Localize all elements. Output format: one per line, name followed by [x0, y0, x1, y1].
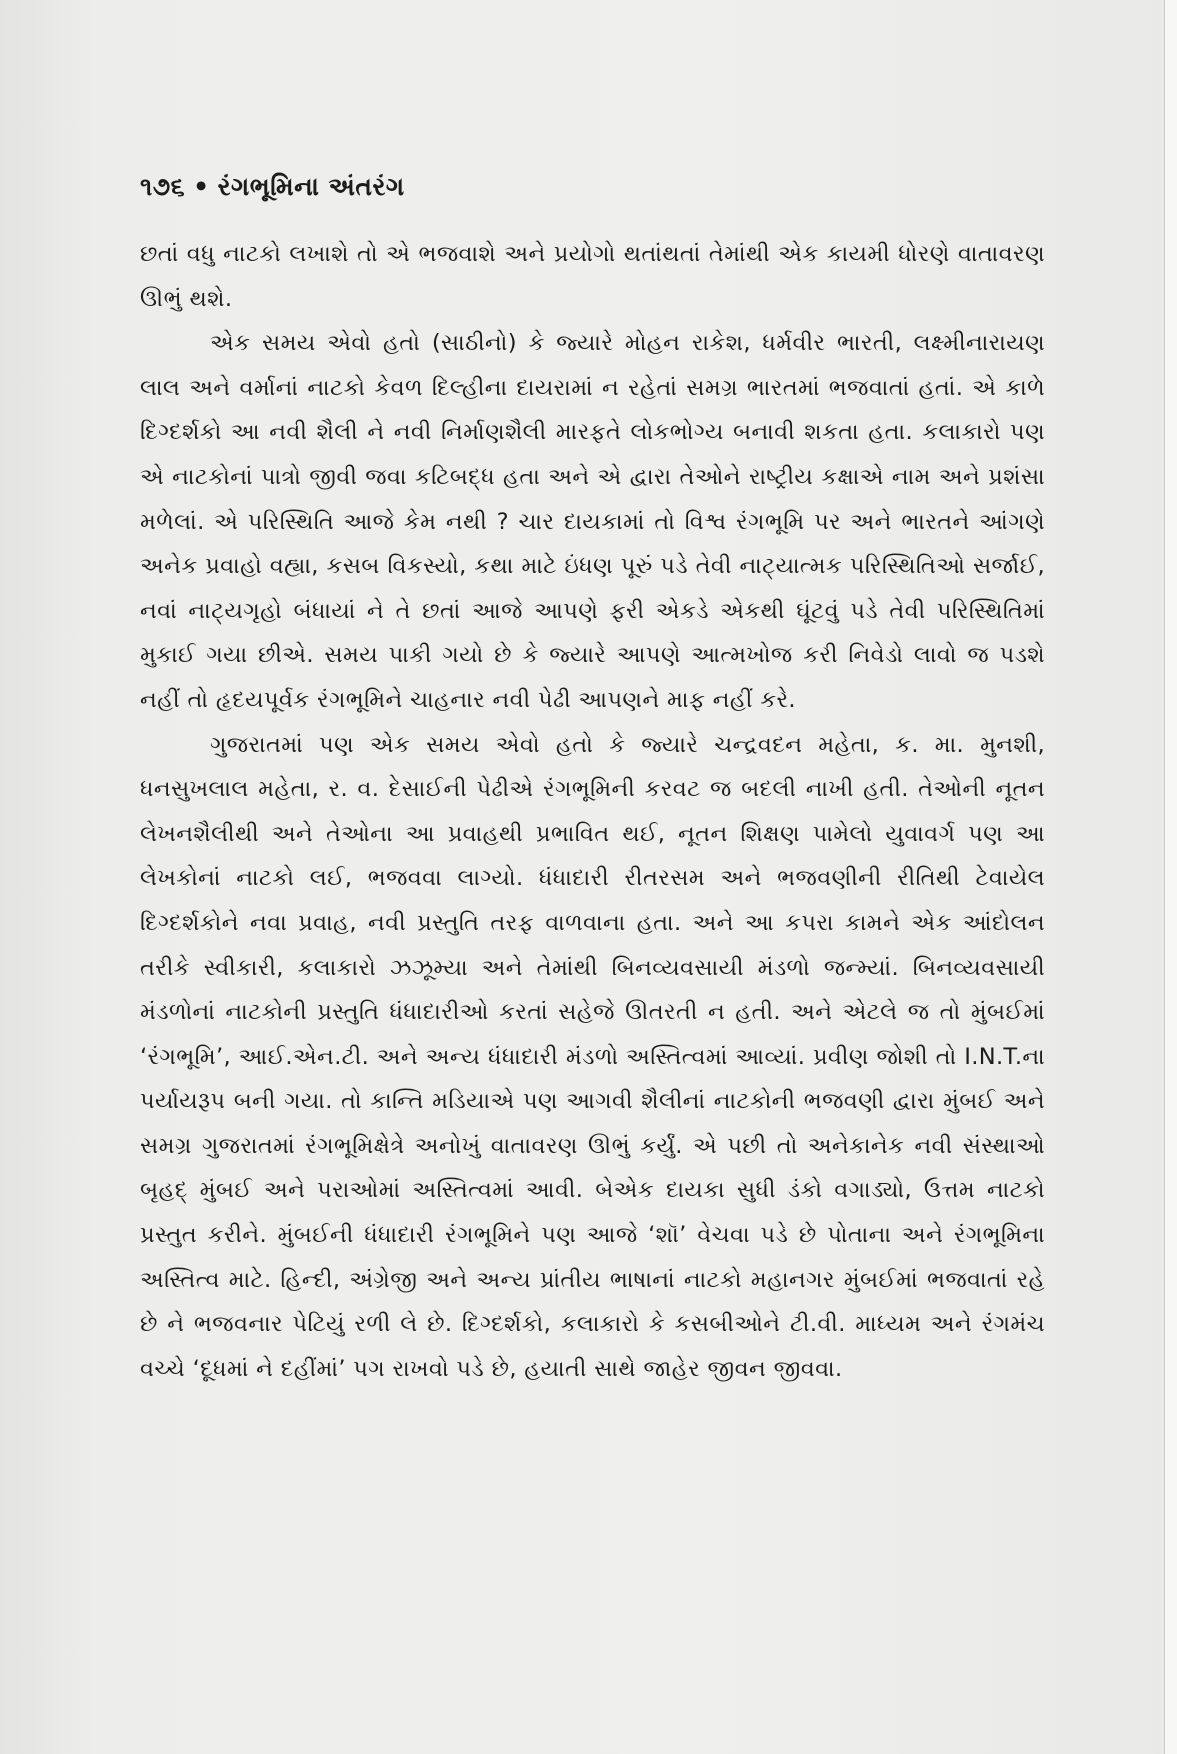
body-text: [140, 232, 1045, 1391]
paragraph-sixties: એક સમય એવો હતો (સાઠીનો) કે જ્યારે મોહન રાકેશ, ધર્મવીર ભારતી, લક્ષ્મીનારાયણ લાલ અને વર્માનાં નાટકો કેવળ દિલ્હીના દાયરામાં ન રહેતાં સમગ્ર ભારતમાં ભજવાતાં હતાં. એ કાળે દિગ્દર્શકો આ નવી શૈલી ને નવી નિર્માણશૈલી મારફતે લોકભોગ્ય બનાવી શકતા હતા. કલાકારો પણ એ નાટકોનાં પાત્રો જીવી જવા કટિબદ્ધ હતા અને એ દ્વારા તેઓને રાષ્ટ્રીય કક્ષાએ નામ અને પ્રશંસા મળેલાં. એ પરિસ્થિતિ આજે કેમ નથી ? ચાર દાયકામાં તો વિશ્વ રંગભૂમિ પર અને ભારતને આંગણે અનેક પ્રવાહો વહ્યા, કસબ વિકસ્યો, કથા માટે ઇંધણ પૂરું પડે તેવી નાટ્યાત્મક પરિસ્થિતિઓ સર્જાઈ, નવાં નાટ્યગૃહો બંધાયાં ને તે છતાં આજે આપણે ફરી એકડે એકથી ઘૂંટવું પડે તેવી પરિસ્થિતિમાં મુકાઈ ગયા છીએ. સમય પાકી ગયો છે કે જ્યારે આપણે આત્મખોજ કરી નિવેડો લાવો જ પડશે નહીં તો હૃદયપૂર્વક રંગભૂમિને ચાહનાર નવી પેઢી આપણને માફ નહીં કરે.: [140, 330, 1045, 713]
paragraph-continued: છતાં વધુ નાટકો લખાશે તો એ ભજવાશે અને પ્રયોગો થતાંથતાં તેમાંથી એક કાયમી ધોરણે વાતાવરણ ઊભું થશે.: [140, 241, 1045, 312]
running-header: [140, 172, 405, 202]
page-number: ૧૭૬: [140, 172, 186, 201]
page-edge: [1164, 0, 1177, 1754]
header-separator: •: [193, 172, 210, 201]
paragraph-gujarat: ગુજરાતમાં પણ એક સમય એવો હતો કે જ્યારે ચન્દ્રવદન મહેતા, ક. મા. મુનશી, ધનસુખલાલ મહેતા, ર. વ. દેસાઈની પેઢીએ રંગભૂમિની કરવટ જ બદલી નાખી હતી. તેઓની નૂતન લેખનશૈલીથી અને તેઓના આ પ્રવાહથી પ્રભાવિત થઈ, નૂતન શિક્ષણ પામેલો યુવાવર્ગ પણ આ લેખકોનાં નાટકો લઈ, ભજવવા લાગ્યો. ધંધાદારી રીતરસમ અને ભજવણીની રીતિથી ટેવાયેલ દિગ્દર્શકોને નવા પ્રવાહ, નવી પ્રસ્તુતિ તરફ વાળવાના હતા. અને આ કપરા કામને એક આંદોલન તરીકે સ્વીકારી, કલાકારો ઝઝૂમ્યા અને તેમાંથી બિનવ્યવસાયી મંડળો જન્મ્યાં. બિનવ્યવસાયી મંડળોનાં નાટકોની પ્રસ્તુતિ ધંધાદારીઓ કરતાં સહેજે ઊતરતી ન હતી. અને એટલે જ તો મુંબઈમાં ‘રંગભૂમિ’, આઈ.એન.ટી. અને અન્ય ધંધાદારી મંડળો અસ્તિત્વમાં આવ્યાં. પ્રવીણ જોશી તો I.N.T.ના પર્યાયરૂપ બની ગયા. તો કાન્તિ મડિયાએ પણ આગવી શૈલીનાં નાટકોની ભજવણી દ્વારા મુંબઈ અને સમગ્ર ગુજરાતમાં રંગભૂમિક્ષેત્રે અનોખું વાતાવરણ ઊભું કર્યું. એ પછી તો અનેકાનેક નવી સંસ્થાઓ બૃહદ્ મુંબઈ અને પરાઓમાં અસ્તિત્વમાં આવી. બેએક દાયકા સુધી ડંકો વગાડ્યો, ઉત્તમ નાટકો પ્રસ્તુત કરીને. મુંબઈની ધંધાદારી રંગભૂમિને પણ આજે ‘શૉ’ વેચવા પડે છે પોતાના અને રંગભૂમિના અસ્તિત્વ માટે. હિન્દી, અંગ્રેજી અને અન્ય પ્રાંતીય ભાષાનાં નાટકો મહાનગર મુંબઈમાં ભજવાતાં રહે છે ને ભજવનાર પેટિયું રળી લે છે. દિગ્દર્શકો, કલાકારો કે કસબીઓને ટી.વી. માધ્યમ અને રંગમંચ વચ્ચે ‘દૂધમાં ને દહીંમાં’ પગ રાખવો પડે છે, હયાતી સાથે જાહેર જીવન જીવવા.: [140, 731, 1045, 1382]
book-title: રંગભૂમિના અંતરંગ: [217, 172, 405, 201]
